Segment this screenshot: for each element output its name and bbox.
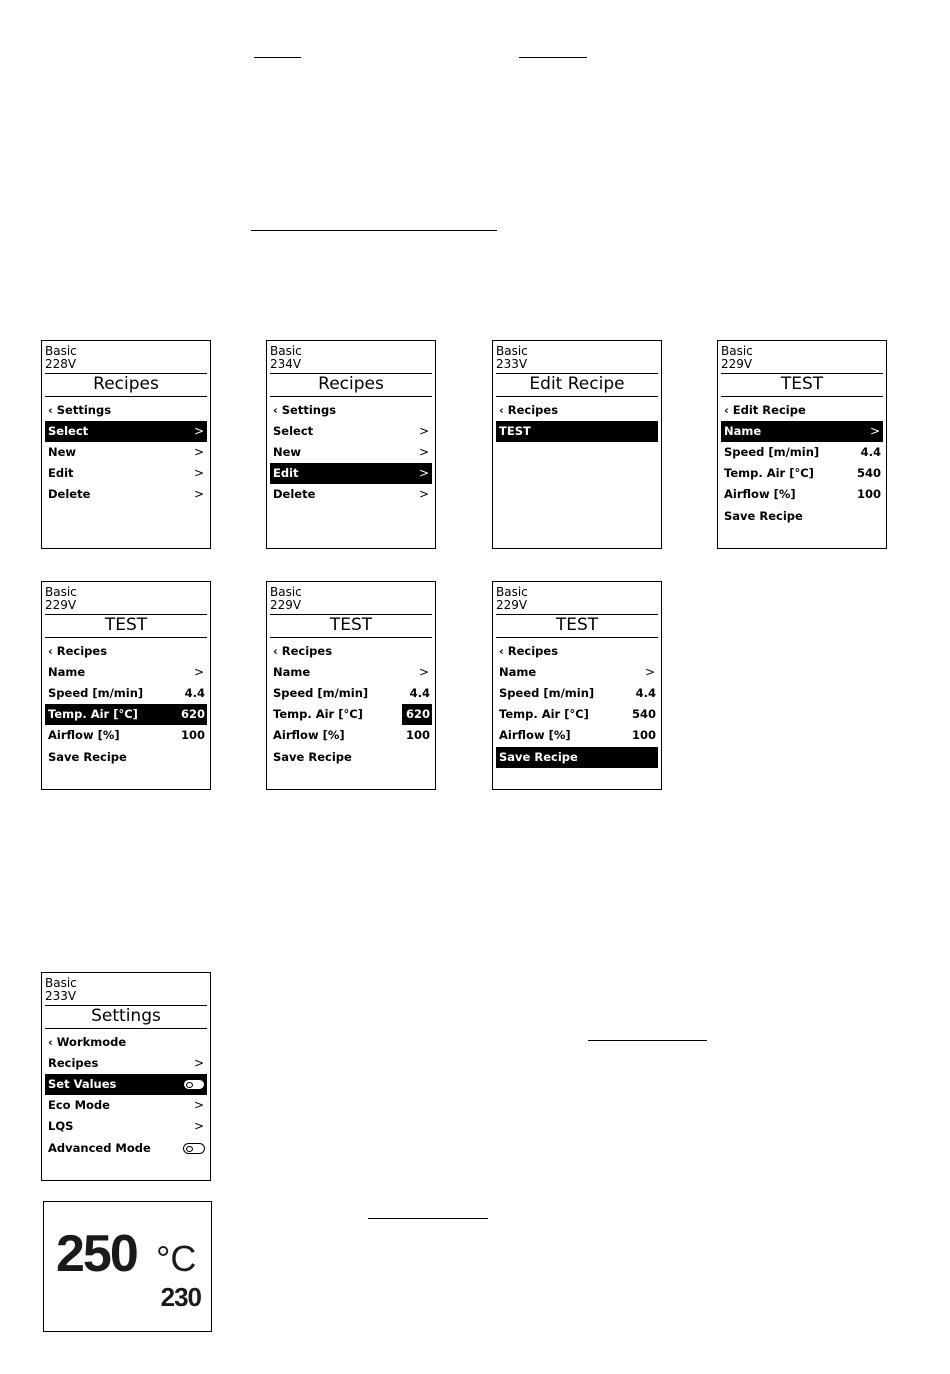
item-label: Temp. Air [°C] xyxy=(499,707,589,721)
underline-5 xyxy=(368,1218,488,1219)
screen-title: Recipes xyxy=(318,374,384,394)
item-label: Set Values xyxy=(48,1077,117,1091)
chevron-right-icon: > xyxy=(193,424,204,438)
menu-item-name[interactable] xyxy=(496,662,658,683)
screen-title: TEST xyxy=(780,374,824,394)
back-label: Recipes xyxy=(56,644,108,658)
menu-item-advanced-mode[interactable] xyxy=(45,1138,207,1159)
chevron-right-icon: > xyxy=(193,1098,204,1112)
item-label: Name xyxy=(273,665,311,679)
menu-item-save-recipe[interactable] xyxy=(721,506,883,527)
toggle-switch-icon[interactable] xyxy=(183,1079,205,1090)
back-item[interactable] xyxy=(45,400,207,421)
item-value: 100 xyxy=(856,487,881,501)
mode-label: Basic xyxy=(496,585,528,599)
back-label: Recipes xyxy=(281,644,333,658)
menu-item-temp-air[interactable] xyxy=(721,463,883,484)
item-label: Name xyxy=(724,424,762,438)
voltage-label: 234V xyxy=(270,357,302,371)
menu-item-speed[interactable] xyxy=(496,683,658,704)
menu-item-name[interactable] xyxy=(270,662,432,683)
menu-item-set-values[interactable] xyxy=(45,1074,207,1095)
chevron-left-icon: ‹ xyxy=(499,403,504,417)
item-value: 4.4 xyxy=(635,686,656,700)
menu-item-temp-air[interactable] xyxy=(45,704,207,725)
voltage-label: 229V xyxy=(721,357,753,371)
item-label: Save Recipe xyxy=(273,750,352,764)
menu-item-airflow[interactable] xyxy=(45,725,207,746)
item-label: Save Recipe xyxy=(499,750,578,764)
underline-3 xyxy=(251,230,497,231)
voltage-label: 229V xyxy=(45,598,77,612)
setpoint-temperature: 230 xyxy=(160,1282,201,1312)
item-value: 100 xyxy=(180,728,205,742)
menu-item-save-recipe[interactable] xyxy=(270,747,432,768)
voltage-label: 229V xyxy=(496,598,528,612)
back-item[interactable] xyxy=(45,641,207,662)
item-label: Temp. Air [°C] xyxy=(48,707,138,721)
item-label: LQS xyxy=(48,1119,74,1133)
item-label: Speed [m/min] xyxy=(273,686,369,700)
back-label: Settings xyxy=(281,403,337,417)
item-label: Advanced Mode xyxy=(48,1141,151,1155)
back-label: Recipes xyxy=(507,644,559,658)
item-label: Delete xyxy=(273,487,316,501)
chevron-right-icon: > xyxy=(418,665,429,679)
item-label: Temp. Air [°C] xyxy=(273,707,363,721)
item-value: 4.4 xyxy=(184,686,205,700)
chevron-left-icon: ‹ xyxy=(48,403,53,417)
item-label: Speed [m/min] xyxy=(499,686,595,700)
screen-title: Recipes xyxy=(93,374,159,394)
mode-label: Basic xyxy=(496,344,528,358)
temperature-display xyxy=(43,1201,212,1332)
screen-test-save xyxy=(492,581,662,790)
item-value: 100 xyxy=(631,728,656,742)
chevron-right-icon: > xyxy=(644,665,655,679)
item-label: Delete xyxy=(48,487,91,501)
back-item[interactable] xyxy=(270,641,432,662)
item-label: Speed [m/min] xyxy=(724,445,820,459)
chevron-left-icon: ‹ xyxy=(48,644,53,658)
back-item[interactable] xyxy=(270,400,432,421)
back-item[interactable] xyxy=(721,400,883,421)
recipe-item-test[interactable] xyxy=(496,421,658,442)
chevron-right-icon: > xyxy=(193,665,204,679)
temp-value-editor[interactable]: 620 xyxy=(402,704,432,725)
menu-item-save-recipe[interactable] xyxy=(496,747,658,768)
voltage-label: 228V xyxy=(45,357,77,371)
actual-temperature: 250 xyxy=(56,1225,137,1283)
back-item[interactable] xyxy=(45,1032,207,1053)
menu-item-new[interactable] xyxy=(270,442,432,463)
menu-item-airflow[interactable] xyxy=(721,484,883,505)
voltage-label: 233V xyxy=(45,989,77,1003)
screen-recipes-select xyxy=(41,340,211,549)
item-label: Airflow [%] xyxy=(499,728,571,742)
screen-test-temp-selected xyxy=(41,581,211,790)
item-value: 540 xyxy=(631,707,656,721)
chevron-left-icon: ‹ xyxy=(724,403,729,417)
screen-test-temp-editing xyxy=(266,581,436,790)
item-label: Name xyxy=(48,665,86,679)
chevron-left-icon: ‹ xyxy=(273,644,278,658)
screen-title: TEST xyxy=(104,615,148,635)
item-value: 4.4 xyxy=(860,445,881,459)
item-label: Select xyxy=(48,424,89,438)
item-label: Recipes xyxy=(48,1056,99,1070)
temperature-unit: °C xyxy=(156,1238,197,1279)
menu-item-speed[interactable] xyxy=(45,683,207,704)
chevron-right-icon: > xyxy=(418,487,429,501)
item-label: TEST xyxy=(499,424,531,438)
menu-item-airflow[interactable] xyxy=(496,725,658,746)
mode-label: Basic xyxy=(45,976,77,990)
menu-item-temp-air[interactable] xyxy=(270,704,432,725)
menu-item-edit[interactable] xyxy=(45,463,207,484)
underline-4 xyxy=(588,1040,707,1041)
menu-item-delete[interactable] xyxy=(270,484,432,505)
chevron-right-icon: > xyxy=(193,466,204,480)
screen-title: Edit Recipe xyxy=(529,374,625,394)
item-label: Eco Mode xyxy=(48,1098,110,1112)
item-label: Edit xyxy=(273,466,299,480)
item-label: Airflow [%] xyxy=(724,487,796,501)
back-item[interactable] xyxy=(496,400,658,421)
back-item[interactable] xyxy=(496,641,658,662)
back-label: Edit Recipe xyxy=(732,403,806,417)
menu-item-eco-mode[interactable] xyxy=(45,1095,207,1116)
mode-label: Basic xyxy=(270,585,302,599)
menu-item-name[interactable] xyxy=(721,421,883,442)
voltage-label: 229V xyxy=(270,598,302,612)
mode-label: Basic xyxy=(45,344,77,358)
chevron-right-icon: > xyxy=(418,445,429,459)
item-value: 4.4 xyxy=(409,686,430,700)
mode-label: Basic xyxy=(721,344,753,358)
menu-item-name[interactable] xyxy=(45,662,207,683)
item-label: Airflow [%] xyxy=(48,728,120,742)
menu-item-edit[interactable] xyxy=(270,463,432,484)
mode-label: Basic xyxy=(45,585,77,599)
screen-edit-recipe xyxy=(492,340,662,549)
menu-item-delete[interactable] xyxy=(45,484,207,505)
chevron-right-icon: > xyxy=(418,424,429,438)
screen-test-name xyxy=(717,340,887,549)
item-value: 100 xyxy=(405,728,430,742)
back-label: Settings xyxy=(56,403,112,417)
screen-recipes-edit xyxy=(266,340,436,549)
menu-item-select[interactable] xyxy=(270,421,432,442)
item-label: Save Recipe xyxy=(48,750,127,764)
item-label: New xyxy=(48,445,77,459)
item-label: Save Recipe xyxy=(724,509,803,523)
item-value: 540 xyxy=(856,466,881,480)
menu-item-select[interactable] xyxy=(45,421,207,442)
screen-title: TEST xyxy=(555,615,599,635)
screen-title: TEST xyxy=(329,615,373,635)
underline-2 xyxy=(519,57,587,58)
menu-item-lqs[interactable] xyxy=(45,1116,207,1137)
chevron-right-icon: > xyxy=(193,487,204,501)
item-label: Name xyxy=(499,665,537,679)
item-label: Airflow [%] xyxy=(273,728,345,742)
chevron-left-icon: ‹ xyxy=(499,644,504,658)
menu-item-recipes[interactable] xyxy=(45,1053,207,1074)
chevron-right-icon: > xyxy=(193,1119,204,1133)
voltage-label: 233V xyxy=(496,357,528,371)
chevron-right-icon: > xyxy=(418,466,429,480)
chevron-left-icon: ‹ xyxy=(273,403,278,417)
item-value: 620 xyxy=(180,707,205,721)
chevron-left-icon: ‹ xyxy=(48,1035,53,1049)
back-label: Workmode xyxy=(56,1035,127,1049)
back-label: Recipes xyxy=(507,403,559,417)
item-label: Speed [m/min] xyxy=(48,686,144,700)
chevron-right-icon: > xyxy=(869,424,880,438)
menu-item-save-recipe[interactable] xyxy=(45,747,207,768)
mode-label: Basic xyxy=(270,344,302,358)
menu-item-speed[interactable] xyxy=(721,442,883,463)
chevron-right-icon: > xyxy=(193,1056,204,1070)
underline-1 xyxy=(254,57,301,58)
item-label: New xyxy=(273,445,302,459)
menu-item-temp-air[interactable] xyxy=(496,704,658,725)
item-label: Edit xyxy=(48,466,74,480)
item-label: Select xyxy=(273,424,314,438)
screen-settings xyxy=(41,972,211,1181)
menu-item-airflow[interactable] xyxy=(270,725,432,746)
screen-title: Settings xyxy=(91,1006,161,1026)
menu-item-new[interactable] xyxy=(45,442,207,463)
chevron-right-icon: > xyxy=(193,445,204,459)
item-label: Temp. Air [°C] xyxy=(724,466,814,480)
menu-item-speed[interactable] xyxy=(270,683,432,704)
toggle-switch-icon[interactable] xyxy=(183,1143,205,1154)
